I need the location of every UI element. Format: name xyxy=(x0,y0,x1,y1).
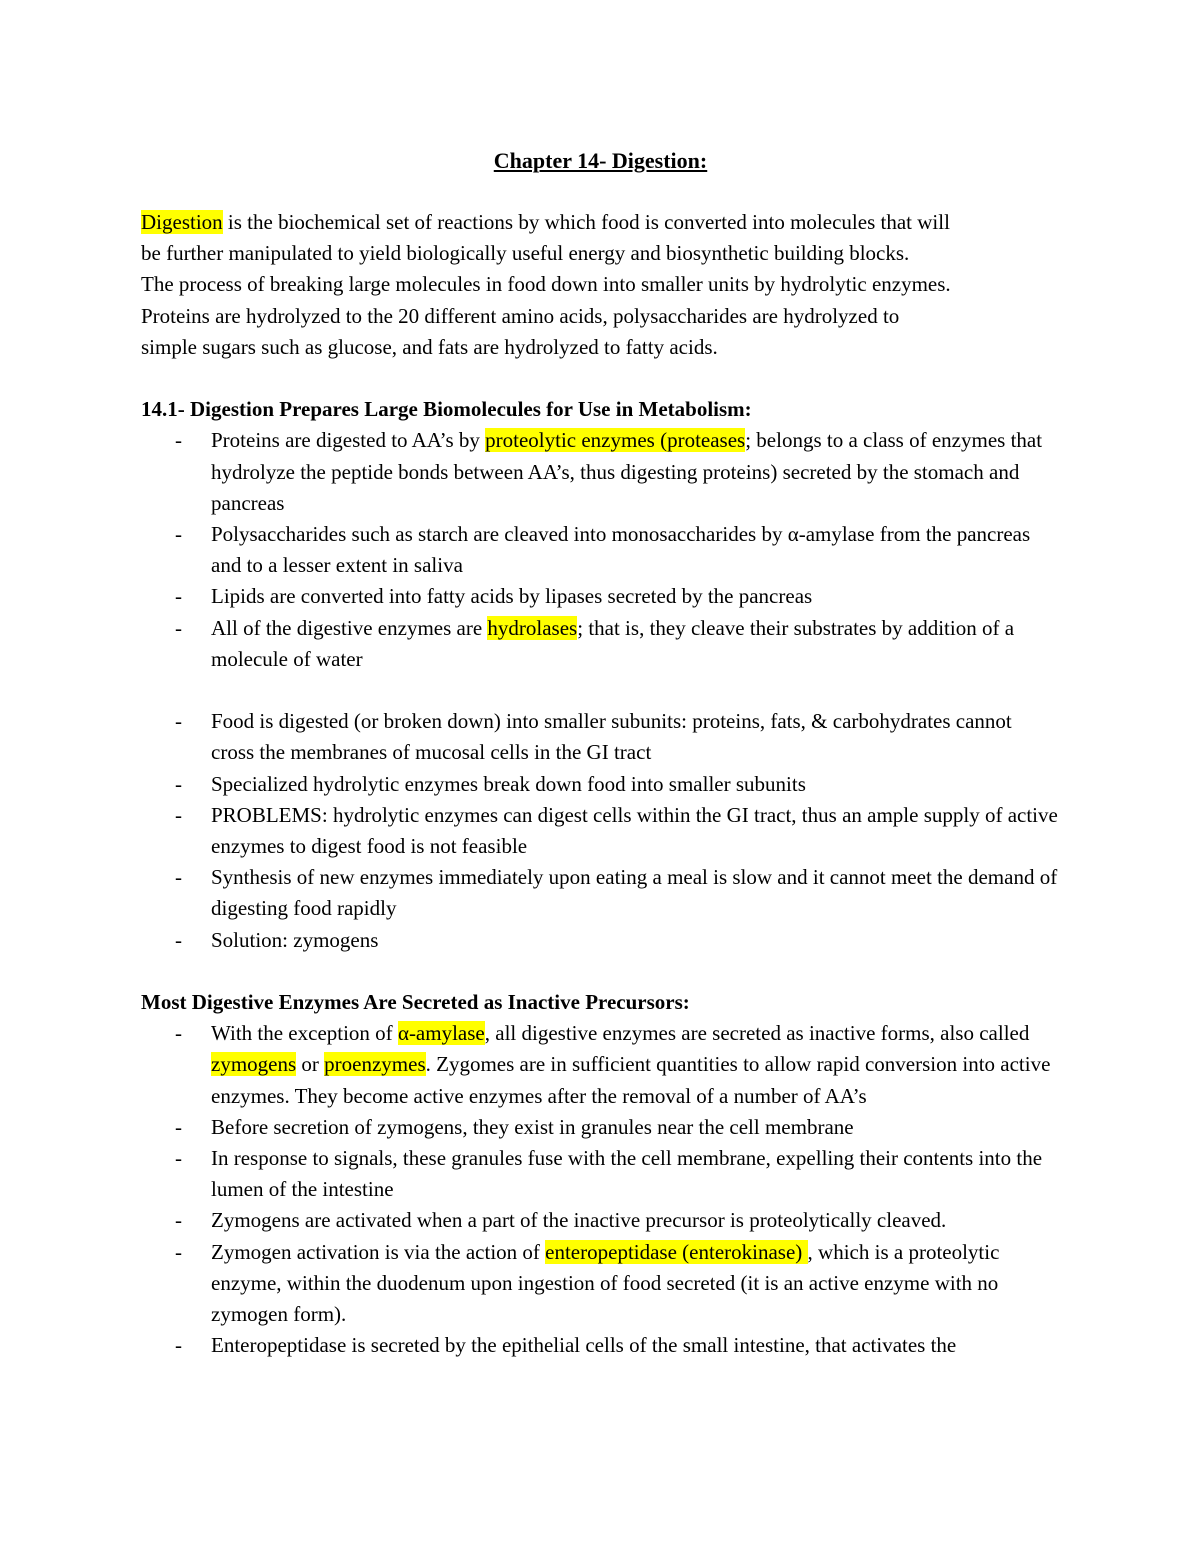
highlighted-term: Digestion xyxy=(141,210,223,234)
list-item: - Lipids are converted into fatty acids by lipases secreted by the pancreas xyxy=(141,581,1060,612)
list-item: - All of the digestive enzymes are hydrolases; that is, they cleave their substrates by addition of a molecule of water xyxy=(141,613,1060,675)
section-heading: Most Digestive Enzymes Are Secreted as Inactive Precursors: xyxy=(141,990,690,1015)
dash-bullet: - xyxy=(175,522,182,547)
dash-bullet: - xyxy=(175,771,182,796)
bullet-list xyxy=(141,1018,1060,1361)
section-heading: 14.1- Digestion Prepares Large Biomolecules for Use in Metabolism: xyxy=(141,397,752,422)
intro-paragraph xyxy=(141,207,1060,363)
list-item: - Enteropeptidase is secreted by the epithelial cells of the small intestine, that activates the xyxy=(141,1330,1060,1361)
dash-bullet: - xyxy=(175,615,182,640)
dash-bullet: - xyxy=(175,802,182,827)
highlighted-term: proenzymes xyxy=(324,1052,426,1077)
highlighted-term: α-amylase xyxy=(397,1021,485,1046)
dash-bullet: - xyxy=(175,1146,182,1171)
dash-bullet: - xyxy=(175,865,182,890)
intro-line: Digestion is the biochemical set of reactions by which food is converted into molecules that will xyxy=(141,210,950,234)
dash-bullet: - xyxy=(175,1208,182,1233)
list-item: - Food is digested (or broken down) into smaller subunits: proteins, fats, & carbohydrates cannot cross the membranes of mucosal cells in the GI tract xyxy=(141,706,1060,768)
list-item: - Synthesis of new enzymes immediately upon eating a meal is slow and it cannot meet the demand of digesting food rapidly xyxy=(141,862,1060,924)
highlighted-term: enteropeptidase (enterokinase) xyxy=(545,1239,808,1264)
list-item: - Solution: zymogens xyxy=(141,925,1060,956)
bullet-list xyxy=(141,425,1060,675)
list-item: - Zymogen activation is via the action of enteropeptidase (enterokinase) , which is a proteolytic enzyme, within the duodenum upon ingestion of food secreted (it is an active enzyme with no zymogen form). xyxy=(141,1237,1060,1331)
dash-bullet: - xyxy=(175,1021,182,1046)
highlighted-term: zymogens xyxy=(211,1052,297,1077)
blank-line xyxy=(141,363,1060,394)
blank-line xyxy=(141,675,1060,706)
list-item: - With the exception of α-amylase, all digestive enzymes are secreted as inactive forms, also called zymogens or proenzymes. Zygomes are in sufficient quantities to allow rapid conversion into active enzymes. They become active enzymes after the removal of a number of AA’s xyxy=(141,1018,1060,1112)
list-item: - Polysaccharides such as starch are cleaved into monosaccharides by α-amylase from the pancreas and to a lesser extent in saliva xyxy=(141,519,1060,581)
dash-bullet: - xyxy=(175,709,182,734)
dash-bullet: - xyxy=(175,584,182,609)
intro-line: simple sugars such as glucose, and fats are hydrolyzed to fatty acids. xyxy=(141,334,718,359)
list-item: - Specialized hydrolytic enzymes break down food into smaller subunits xyxy=(141,769,1060,800)
list-item: - Proteins are digested to AA’s by proteolytic enzymes (proteases; belongs to a class of enzymes that hydrolyze the peptide bonds between AA’s, thus digesting proteins) secreted by the stomach and pancreas xyxy=(141,425,1060,519)
bullet-list xyxy=(141,706,1060,956)
list-item: - PROBLEMS: hydrolytic enzymes can digest cells within the GI tract, thus an ample supply of active enzymes to digest food is not feasible xyxy=(141,800,1060,862)
blank-line xyxy=(141,956,1060,987)
intro-line: Proteins are hydrolyzed to the 20 different amino acids, polysaccharides are hydrolyzed to xyxy=(141,303,900,328)
dash-bullet: - xyxy=(175,1114,182,1139)
intro-line: The process of breaking large molecules in food down into smaller units by hydrolytic enzymes. xyxy=(141,272,951,297)
dash-bullet: - xyxy=(175,1239,182,1264)
highlighted-term: proteolytic enzymes (proteases xyxy=(485,428,746,453)
list-item: - In response to signals, these granules fuse with the cell membrane, expelling their contents into the lumen of the intestine xyxy=(141,1143,1060,1205)
page-title: Chapter 14- Digestion: xyxy=(493,148,708,173)
dash-bullet: - xyxy=(175,1333,182,1358)
intro-line: be further manipulated to yield biologically useful energy and biosynthetic building blocks. xyxy=(141,241,910,266)
highlighted-term: hydrolases xyxy=(487,615,578,640)
dash-bullet: - xyxy=(175,428,182,453)
list-item: - Zymogens are activated when a part of the inactive precursor is proteolytically cleaved. xyxy=(141,1205,1060,1236)
list-item: - Before secretion of zymogens, they exist in granules near the cell membrane xyxy=(141,1112,1060,1143)
dash-bullet: - xyxy=(175,927,182,952)
